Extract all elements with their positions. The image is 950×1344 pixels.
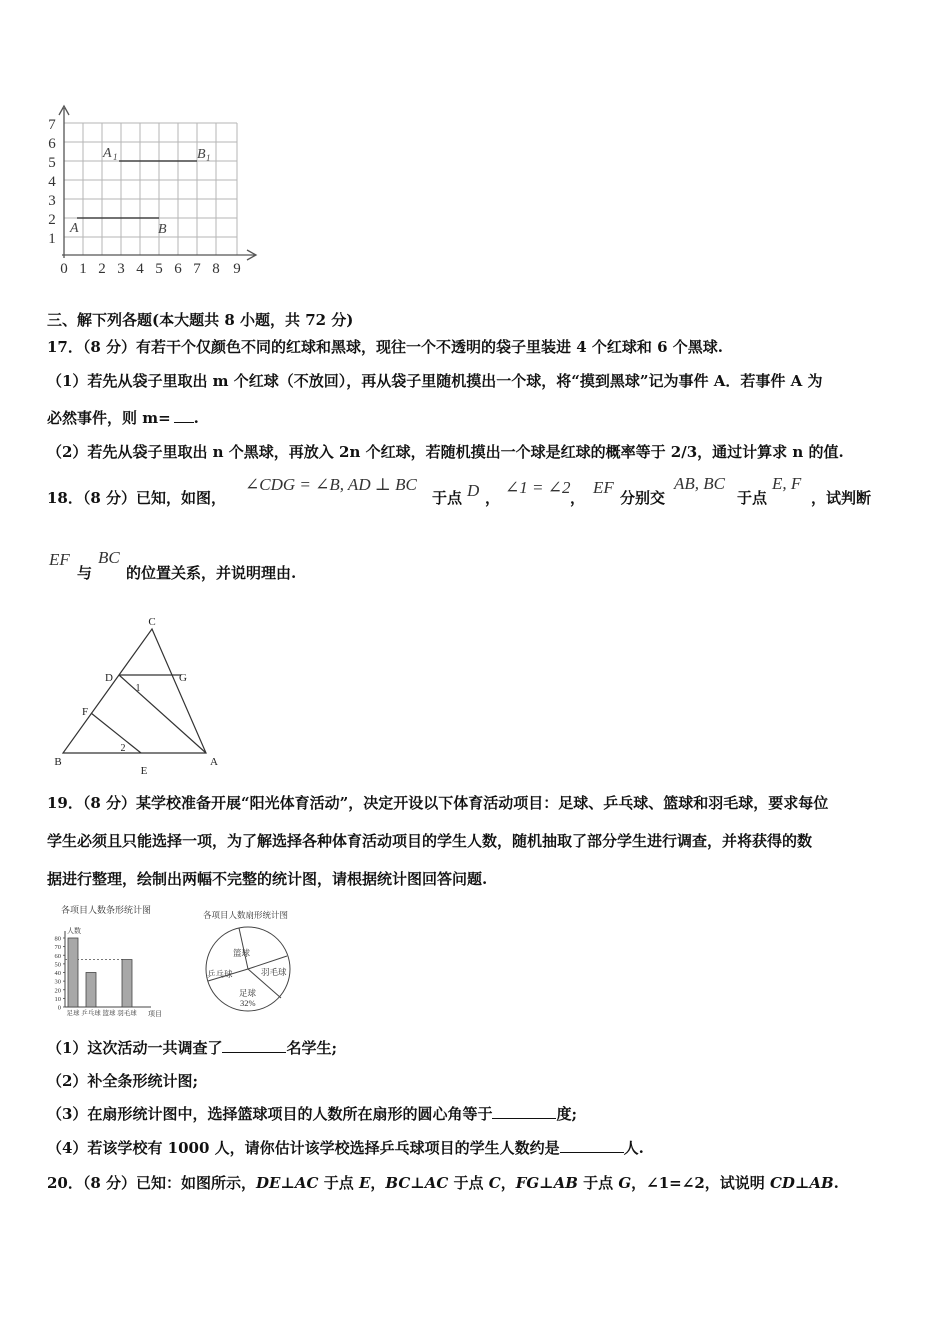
pie-chart-title: 各项目人数扇形统计图	[203, 910, 289, 920]
point-label-a: A	[70, 221, 79, 236]
y-tick: 4	[48, 174, 56, 190]
x-tick: 6	[174, 261, 182, 277]
q17-part1-text: 必然事件，则 m=	[47, 409, 171, 427]
vertex-e: E	[140, 765, 148, 777]
q18-text: 与	[77, 564, 93, 582]
answer-blank[interactable]	[222, 1038, 286, 1053]
bar	[122, 960, 132, 1007]
q18-text: 于点	[737, 489, 768, 507]
q19-sub1-text: （1）这次活动一共调查了	[47, 1039, 223, 1057]
x-tick: 8	[212, 261, 220, 277]
q19-sub4-text: （4）若该学校有 1000 人，请你估计该学校选择乒乓球项目的学生人数约是	[47, 1139, 560, 1157]
pie-label-football-percent: 32%	[240, 998, 256, 1008]
q20-line	[47, 1173, 839, 1193]
q20-prefix: 20．（8 分）已知：如图所示，	[47, 1174, 257, 1192]
q20-text: 于点	[318, 1174, 359, 1192]
y-tick: 1	[48, 231, 56, 247]
q18-question: 的位置关系，并说明理由.	[126, 564, 297, 582]
y-tick: 2	[48, 212, 56, 228]
coordinate-grid-figure	[40, 100, 265, 280]
q18-condition-angles: ∠CDG = ∠B, AD ⊥ BC	[245, 475, 417, 494]
q18-segment-bc: BC	[98, 548, 120, 567]
q19-sub2: （2）补全条形统计图;	[47, 1072, 198, 1090]
q17-part1-line1: （1）若先从袋子里取出 m 个红球（不放回），再从袋子里随机摸出一个球，将“摸到黑球”记为事件 A．若事件 A 为	[47, 372, 823, 390]
q18-text: 分别交	[620, 489, 666, 507]
point-label-b: B	[158, 222, 167, 237]
angle-2-label: 2	[120, 743, 126, 754]
y-tick-label: 10	[54, 995, 61, 1003]
q18-text: ，	[485, 489, 501, 507]
q18-prefix: 18．（8 分）已知，如图，	[47, 489, 227, 507]
pie-label-basketball: 篮球	[233, 948, 251, 958]
x-tick: 0	[60, 261, 68, 277]
x-tick-label: 篮球	[102, 1010, 116, 1017]
q19-sub4-end: 人.	[623, 1139, 644, 1157]
vertex-f: F	[81, 706, 89, 718]
q19-line2: 学生必须且只能选择一项，为了解选择各种体育活动项目的学生人数，随机抽取了部分学生进行调查，并将获得的数	[47, 832, 813, 850]
q20-segment: AB	[809, 1174, 834, 1192]
vertex-g: G	[179, 672, 187, 684]
y-axis-label: 人数	[67, 927, 81, 935]
x-tick: 7	[193, 261, 201, 277]
q18-segments: AB, BC	[674, 474, 725, 493]
q20-segment: DE	[256, 1174, 281, 1192]
y-tick-label: 70	[54, 944, 61, 952]
point-label-b1-sub: 1	[206, 153, 211, 163]
x-tick: 4	[136, 261, 144, 277]
bar	[86, 973, 96, 1008]
section-heading: 三、解下列各题(本大题共 8 小题，共 72 分)	[47, 311, 354, 329]
x-tick: 2	[98, 261, 106, 277]
q20-symbol: ⊥	[794, 1174, 810, 1192]
q19-sub1-end: 名学生;	[286, 1039, 337, 1057]
pie-label-football: 足球	[239, 988, 257, 998]
q20-text: ，	[370, 1174, 386, 1192]
answer-blank[interactable]	[492, 1104, 556, 1119]
x-tick-label: 乒乓球	[81, 1010, 101, 1017]
q18-points-ef: E, F	[772, 474, 802, 493]
pie-chart	[195, 905, 305, 1015]
bar-chart	[45, 900, 175, 1022]
bar	[68, 938, 78, 1007]
bar-chart-title: 各项目人数条形统计图	[61, 905, 152, 915]
answer-blank[interactable]	[174, 408, 194, 423]
x-tick-label: 足球	[66, 1010, 80, 1017]
y-tick: 5	[48, 155, 56, 171]
answer-blank[interactable]	[560, 1138, 624, 1153]
y-tick-label: 50	[54, 961, 61, 969]
q19-sub4	[47, 1138, 644, 1158]
q20-text: .	[833, 1174, 839, 1192]
q19-sub3-end: 度;	[556, 1105, 577, 1123]
y-tick-label: 80	[54, 935, 61, 943]
q20-symbol: ⊥	[410, 1174, 425, 1192]
q17-part1-line2	[47, 408, 199, 428]
vertex-c: C	[148, 616, 156, 628]
y-tick: 7	[48, 117, 56, 133]
vertex-a: A	[210, 756, 218, 768]
pie-label-pingpong: 乒乓球	[207, 969, 233, 979]
q18-text: ，	[570, 489, 586, 507]
y-tick-label: 60	[54, 952, 61, 960]
y-tick: 6	[48, 136, 56, 152]
y-tick: 3	[48, 193, 56, 209]
q20-segment: CD	[769, 1174, 795, 1192]
q20-segment: AC	[424, 1174, 449, 1192]
q20-text: ，	[500, 1174, 516, 1192]
q20-symbol: ⊥	[280, 1174, 295, 1192]
point-label-a1: A	[103, 146, 112, 161]
q17-part2: （2）若先从袋子里取出 n 个黑球，再放入 2n 个红球，若随机摸出一个球是红球的概率等于 2/3，通过计算求 n 的值.	[47, 443, 844, 461]
vertex-b: B	[54, 756, 62, 768]
pie-label-badminton: 羽毛球	[261, 967, 287, 977]
q19-line3: 据进行整理，绘制出两幅不完整的统计图，请根据统计图回答问题.	[47, 870, 488, 888]
q18-segment-ef: EF	[49, 550, 70, 569]
q18-point-d: D	[467, 481, 480, 500]
y-tick-label: 0	[57, 1004, 61, 1012]
q20-segment: AC	[294, 1174, 319, 1192]
q17-part1-end: .	[193, 409, 199, 427]
x-tick: 9	[233, 261, 241, 277]
q19-line1: 19．（8 分）某学校准备开展“阳光体育活动”，决定开设以下体育活动项目：足球、乒乓球、篮球和羽毛球，要求每位	[47, 794, 829, 812]
x-tick-label: 羽毛球	[117, 1010, 137, 1017]
y-tick-label: 20	[54, 987, 61, 995]
point-label-a1-sub: 1	[113, 152, 118, 162]
q20-segment: FG	[515, 1174, 540, 1192]
q20-point: E	[358, 1174, 371, 1192]
q19-sub3-text: （3）在扇形统计图中，选择篮球项目的人数所在扇形的圆心角等于	[47, 1105, 493, 1123]
q20-text: ，∠1=∠2，试说明	[631, 1174, 770, 1192]
y-tick-label: 30	[54, 978, 61, 986]
q20-point: G	[618, 1174, 632, 1192]
vertex-d: D	[105, 672, 113, 684]
triangle-figure	[48, 612, 223, 777]
point-label-b1: B	[197, 147, 206, 162]
q20-symbol: ⊥	[539, 1174, 554, 1192]
q18-text: ，试判断	[811, 489, 872, 507]
x-axis-label: 项目	[148, 1010, 162, 1018]
q18-text: 于点	[432, 489, 463, 507]
q18-condition-12: ∠1 = ∠2	[505, 478, 571, 497]
angle-1-label: 1	[135, 683, 141, 694]
q20-segment: BC	[385, 1174, 411, 1192]
q20-text: 于点	[448, 1174, 489, 1192]
q20-text: 于点	[577, 1174, 619, 1192]
q17-stem: 17．（8 分）有若干个仅颜色不同的红球和黑球，现往一个不透明的袋子里装进 4 个红球和 6 个黑球.	[47, 338, 724, 356]
q18-segment-ef: EF	[593, 478, 614, 497]
q19-sub1	[47, 1038, 337, 1058]
q20-point: C	[488, 1174, 501, 1192]
x-tick: 5	[155, 261, 163, 277]
q19-sub3	[47, 1104, 577, 1124]
x-tick: 1	[79, 261, 87, 277]
q20-segment: AB	[553, 1174, 578, 1192]
x-tick: 3	[117, 261, 125, 277]
y-tick-label: 40	[54, 970, 61, 977]
